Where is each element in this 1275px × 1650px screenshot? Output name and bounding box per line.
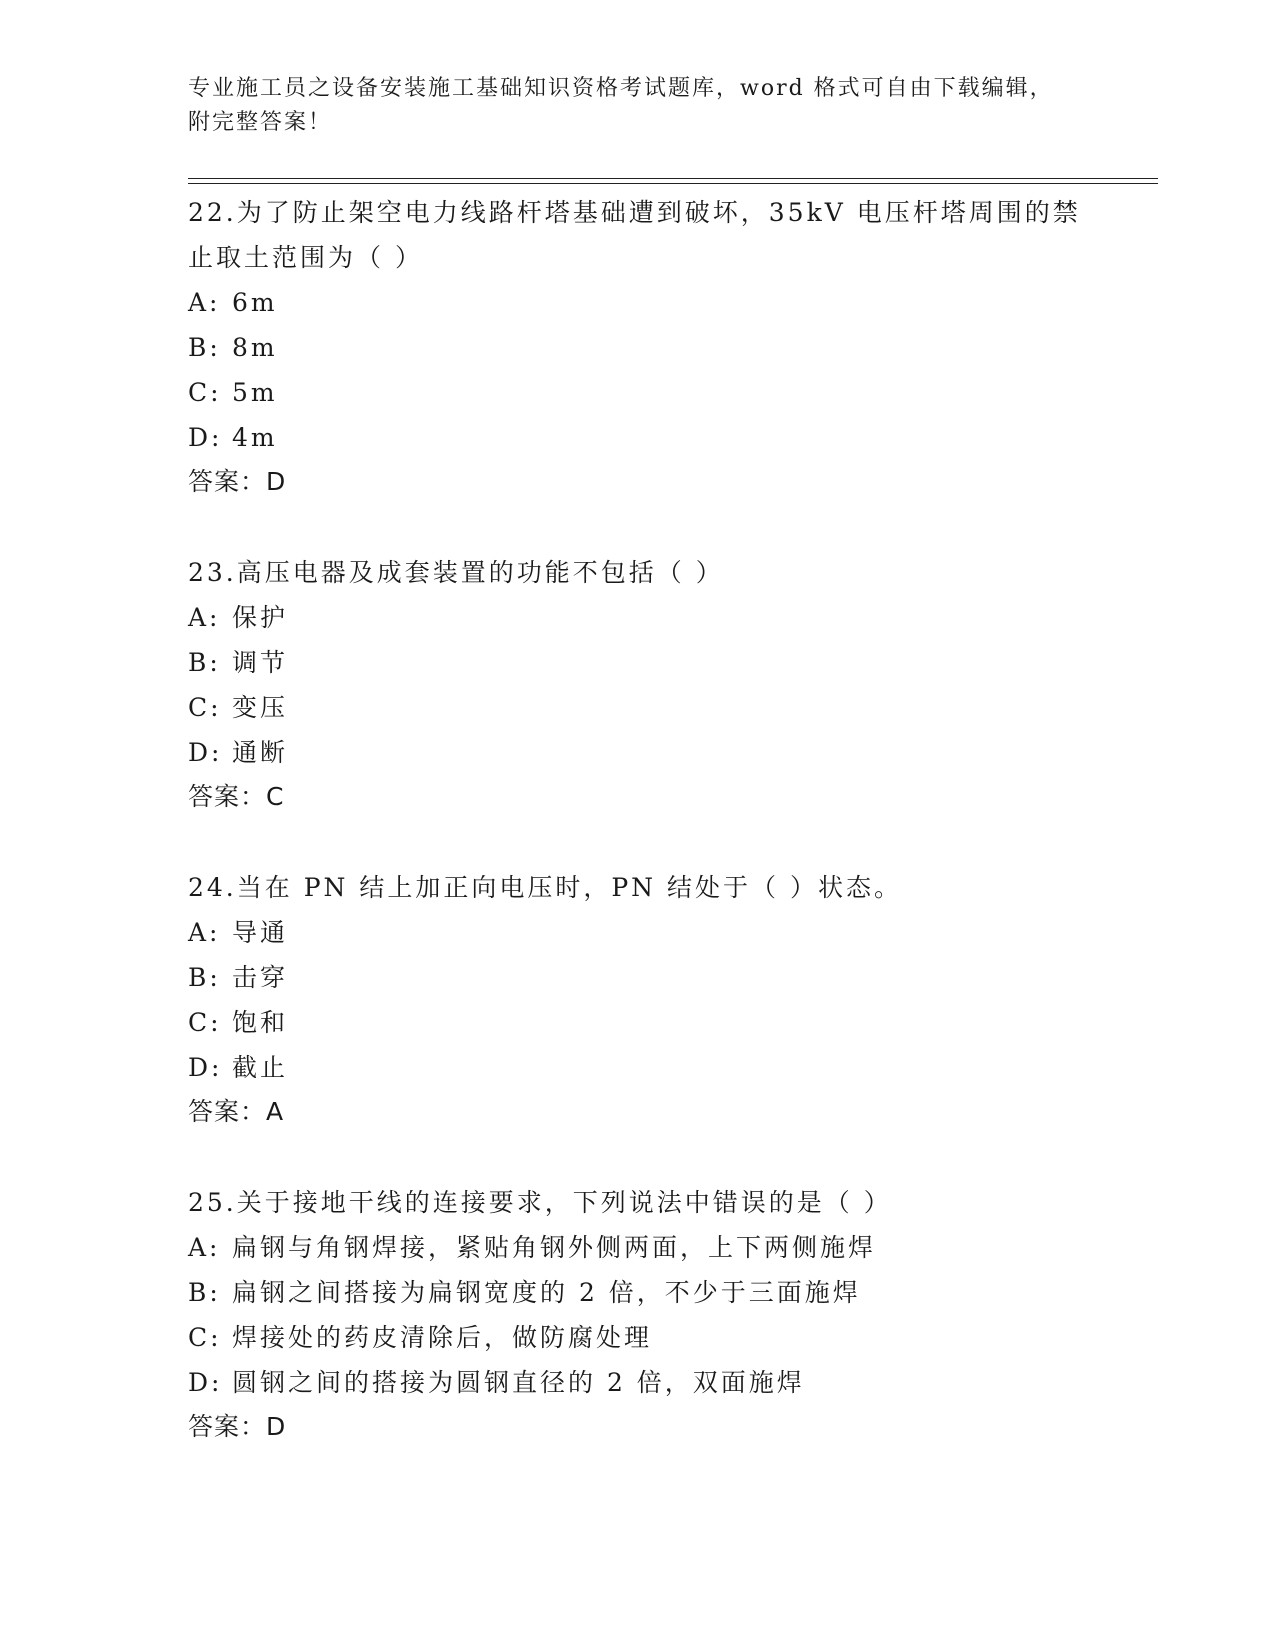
option-text: 饱和 bbox=[232, 1008, 289, 1037]
question-stem: 22.为了防止架空电力线路杆塔基础遭到破坏，35kV 电压杆塔周围的禁止取土范围为（ ） bbox=[188, 198, 1081, 272]
option-text: 调节 bbox=[232, 648, 289, 677]
option-c bbox=[188, 685, 1088, 730]
option-b bbox=[188, 325, 1088, 370]
option-text: 扁钢与角钢焊接，紧贴角钢外侧两面，上下两侧施焊 bbox=[232, 1233, 877, 1262]
option-key: D: bbox=[188, 1053, 223, 1082]
question-stem: 24.当在 PN 结上加正向电压时，PN 结处于（ ）状态。 bbox=[188, 873, 902, 902]
question-list bbox=[188, 190, 1088, 1495]
option-text: 6m bbox=[232, 288, 278, 317]
option-b bbox=[188, 1270, 1088, 1315]
option-key: A: bbox=[188, 288, 221, 317]
answer-line: 答案：D bbox=[188, 467, 287, 496]
document-header bbox=[188, 72, 1068, 140]
question-24 bbox=[188, 865, 1088, 1134]
option-a bbox=[188, 280, 1088, 325]
option-text: 截止 bbox=[232, 1053, 289, 1082]
option-text: 5m bbox=[232, 378, 278, 407]
option-a bbox=[188, 910, 1088, 955]
option-b bbox=[188, 640, 1088, 685]
option-key: A: bbox=[188, 918, 221, 947]
header-divider-bottom bbox=[188, 183, 1158, 184]
option-key: C: bbox=[188, 693, 222, 722]
option-key: C: bbox=[188, 1008, 222, 1037]
option-key: C: bbox=[188, 378, 222, 407]
option-text: 导通 bbox=[232, 918, 289, 947]
option-key: B: bbox=[188, 648, 221, 677]
question-23 bbox=[188, 550, 1088, 819]
option-key: B: bbox=[188, 1278, 221, 1307]
option-key: A: bbox=[188, 603, 221, 632]
option-text: 变压 bbox=[232, 693, 289, 722]
option-text: 保护 bbox=[232, 603, 289, 632]
option-key: C: bbox=[188, 1323, 222, 1352]
option-text: 击穿 bbox=[232, 963, 289, 992]
option-key: D: bbox=[188, 1368, 223, 1397]
option-key: B: bbox=[188, 963, 221, 992]
option-text: 8m bbox=[232, 333, 278, 362]
answer-line: 答案：D bbox=[188, 1412, 287, 1441]
option-d bbox=[188, 1045, 1088, 1090]
header-line-1: 专业施工员之设备安装施工基础知识资格考试题库，word 格式可自由下载编辑， bbox=[188, 76, 1054, 101]
option-key: D: bbox=[188, 423, 223, 452]
option-d bbox=[188, 1360, 1088, 1405]
answer-line: 答案：C bbox=[188, 782, 285, 811]
option-a bbox=[188, 595, 1088, 640]
question-stem: 23.高压电器及成套装置的功能不包括（ ） bbox=[188, 558, 724, 587]
option-text: 焊接处的药皮清除后，做防腐处理 bbox=[232, 1323, 653, 1352]
option-key: D: bbox=[188, 738, 223, 767]
option-d bbox=[188, 415, 1088, 460]
option-key: B: bbox=[188, 333, 221, 362]
option-c bbox=[188, 370, 1088, 415]
option-text: 扁钢之间搭接为扁钢宽度的 2 倍，不少于三面施焊 bbox=[232, 1278, 861, 1307]
question-25 bbox=[188, 1180, 1088, 1449]
header-line-2: 附完整答案！ bbox=[188, 110, 333, 135]
option-c bbox=[188, 1000, 1088, 1045]
header-divider-top bbox=[188, 178, 1158, 179]
option-key: A: bbox=[188, 1233, 221, 1262]
option-d bbox=[188, 730, 1088, 775]
option-text: 圆钢之间的搭接为圆钢直径的 2 倍，双面施焊 bbox=[232, 1368, 805, 1397]
option-text: 通断 bbox=[232, 738, 289, 767]
answer-line: 答案：A bbox=[188, 1097, 285, 1126]
option-text: 4m bbox=[232, 423, 278, 452]
option-c bbox=[188, 1315, 1088, 1360]
question-22 bbox=[188, 190, 1088, 504]
option-a bbox=[188, 1225, 1088, 1270]
option-b bbox=[188, 955, 1088, 1000]
question-stem: 25.关于接地干线的连接要求，下列说法中错误的是（ ） bbox=[188, 1188, 892, 1217]
